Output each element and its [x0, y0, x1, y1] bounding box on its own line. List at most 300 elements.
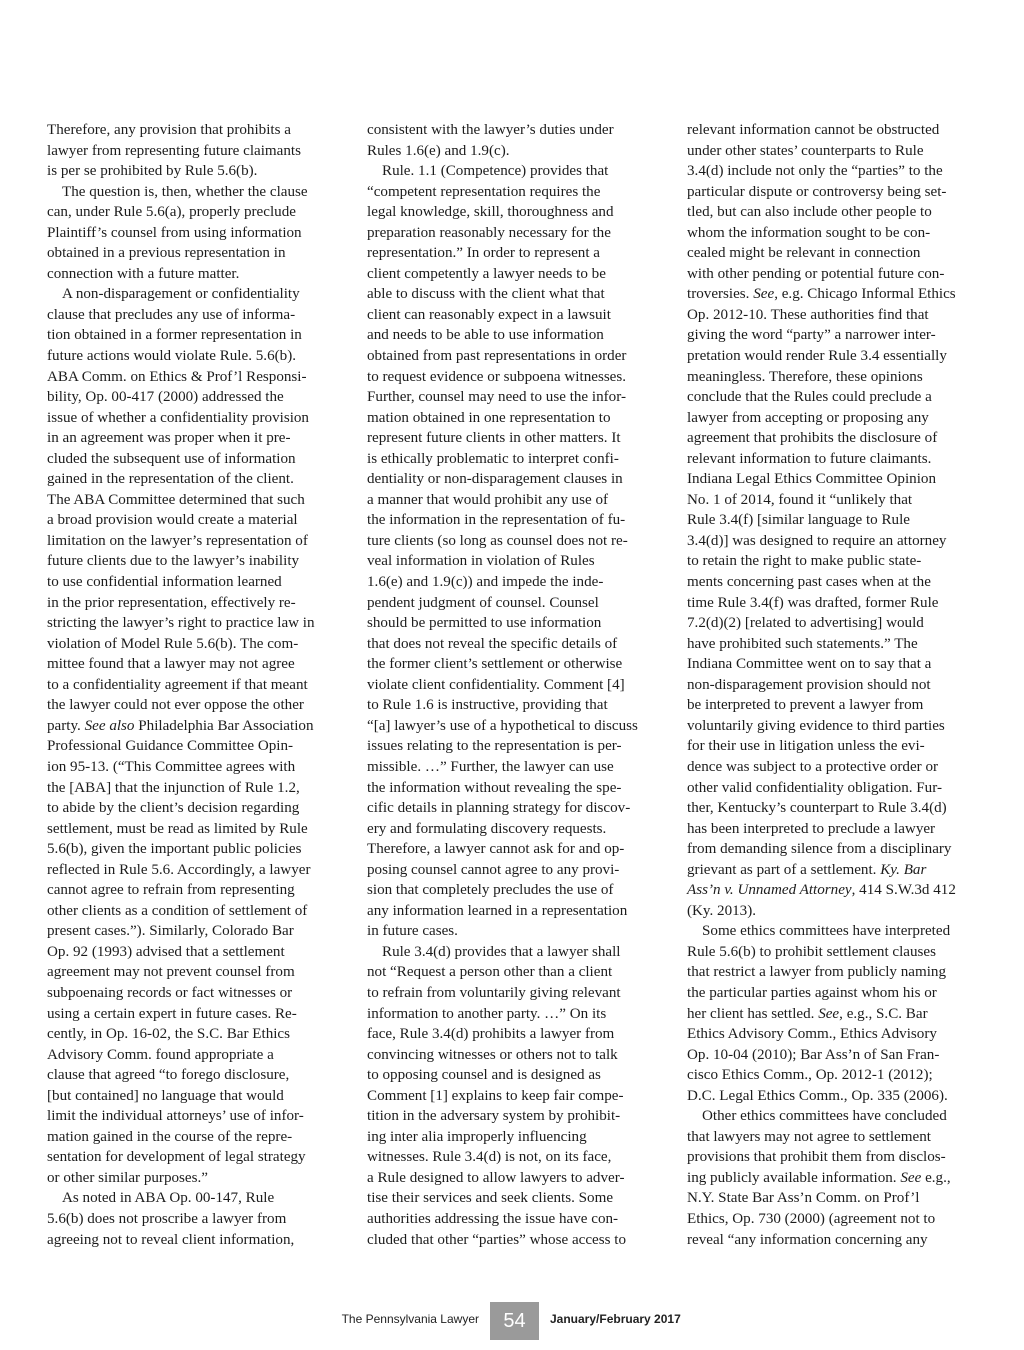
text-run: clause that precludes any use of informa- [47, 306, 296, 323]
text-line [47, 921, 339, 942]
text-line [367, 1168, 659, 1189]
text-run: to retain the right to make public state- [687, 553, 922, 570]
text-line [47, 284, 339, 305]
text-line [367, 675, 659, 696]
text-line [47, 1188, 339, 1209]
text-run: not “Request a person other than a client [367, 964, 613, 981]
text-line [367, 1230, 659, 1251]
text-line [47, 1004, 339, 1025]
text-line [367, 243, 659, 264]
text-run: ing publicly available information. [687, 1169, 901, 1186]
text-run: lawyer from representing future claimants [47, 142, 301, 159]
text-line [47, 1024, 339, 1045]
text-line [367, 449, 659, 470]
text-line [47, 346, 339, 367]
text-line [47, 1147, 339, 1168]
text-run: to use confidential information learned [47, 574, 282, 591]
text-line [687, 1230, 979, 1251]
text-run: “[a] lawyer’s use of a hypothetical to discuss [367, 717, 638, 734]
text-run: N.Y. State Bar Ass’n Comm. on Prof’l [687, 1190, 920, 1207]
text-line [47, 305, 339, 326]
text-line [47, 716, 339, 737]
text-line [47, 613, 339, 634]
text-run: information to another party. …” On its [367, 1005, 607, 1022]
text-run: Therefore, a lawyer cannot ask for and op- [367, 841, 625, 858]
text-run: voluntarily giving evidence to third parties [687, 717, 945, 734]
text-line [47, 860, 339, 881]
text-line [367, 120, 659, 141]
text-line [687, 1086, 979, 1107]
text-run: settlement, must be read as limited by Rule [47, 820, 308, 837]
text-run: grievant as part of a settlement. [687, 861, 881, 878]
text-line [47, 1065, 339, 1086]
text-run: to request evidence or subpoena witnesses. [367, 368, 627, 385]
text-run: that does not reveal the specific details of [367, 635, 618, 652]
text-run: Ethics, Op. 730 (2000) (agreement not to [687, 1210, 936, 1227]
text-run: cently, in Op. 16-02, the S.C. Bar Ethics [47, 1026, 291, 1043]
text-line [367, 182, 659, 203]
text-line [687, 921, 979, 942]
text-line [367, 141, 659, 162]
text-run: agreement may not prevent counsel from [47, 964, 295, 981]
text-run: cisco Ethics Comm., Op. 2012-1 (2012); [687, 1067, 933, 1084]
text-run: mittee found that a lawyer may not agree [47, 656, 295, 673]
text-line [367, 1024, 659, 1045]
text-line [687, 901, 979, 922]
text-run: her client has settled. [687, 1005, 819, 1022]
text-run: using a certain expert in future cases. Re- [47, 1005, 297, 1022]
text-line [47, 778, 339, 799]
text-run: gained in the representation of the client. [47, 471, 294, 488]
text-line [687, 962, 979, 983]
text-line [687, 367, 979, 388]
text-line [367, 634, 659, 655]
text-run: Op. 2012-10. These authorities find that [687, 306, 929, 323]
text-run: sentation for development of legal strategy [47, 1149, 306, 1166]
text-line [687, 449, 979, 470]
text-line [687, 778, 979, 799]
text-run: ing inter alia improperly influencing [367, 1128, 587, 1145]
text-run: Rule 5.6(b) to prohibit settlement clauses [687, 943, 936, 960]
text-run: a broad provision would create a material [47, 512, 298, 529]
text-run: agreeing not to reveal client information, [47, 1231, 295, 1248]
page-number: 54 [490, 1302, 539, 1340]
text-line [687, 1127, 979, 1148]
text-run: non-disparagement provision should not [687, 676, 931, 693]
text-run: tled, but can also include other people to [687, 204, 932, 221]
text-line [687, 757, 979, 778]
text-run: Rules 1.6(e) and 1.9(c). [367, 142, 510, 159]
text-run: client can reasonably expect in a lawsuit [367, 306, 611, 323]
text-line [367, 531, 659, 552]
text-line [367, 942, 659, 963]
text-line [47, 695, 339, 716]
text-run: representation.” In order to represent a [367, 245, 601, 262]
text-run: The ABA Committee determined that such [47, 491, 305, 508]
text-run: 3.4(d) include not only the “parties” to the [687, 163, 943, 180]
text-run: to abide by the client’s decision regarding [47, 800, 300, 817]
text-run: dence was subject to a protective order or [687, 758, 939, 775]
text-line [47, 798, 339, 819]
text-line [687, 839, 979, 860]
text-run: limit the individual attorneys’ use of infor- [47, 1108, 304, 1125]
text-run: or other similar purposes.” [47, 1169, 208, 1186]
text-run: the particular parties against whom his or [687, 984, 937, 1001]
text-run: pretation would render Rule 3.4 essentially [687, 348, 947, 365]
text-line [367, 428, 659, 449]
text-line [687, 1209, 979, 1230]
text-line [687, 1045, 979, 1066]
text-line [47, 120, 339, 141]
text-line [47, 1209, 339, 1230]
text-line [687, 942, 979, 963]
text-run: 5.6(b) does not proscribe a lawyer from [47, 1210, 287, 1227]
text-run: lawyer from accepting or proposing any [687, 409, 929, 426]
text-run: pendent judgment of counsel. Counsel [367, 594, 599, 611]
text-run: is ethically problematic to interpret confi- [367, 450, 619, 467]
text-run: Philadelphia Bar Association [134, 717, 314, 734]
text-run: stricting the lawyer’s right to practice law in [47, 615, 315, 632]
page-footer [0, 1302, 1024, 1340]
text-run: Rule. 1.1 (Competence) provides that [382, 163, 609, 180]
text-line [367, 551, 659, 572]
text-run: to a confidentiality agreement if that meant [47, 676, 308, 693]
text-run: missible. …” Further, the lawyer can use [367, 758, 614, 775]
text-line [367, 1188, 659, 1209]
text-line [47, 675, 339, 696]
text-line [687, 1188, 979, 1209]
text-line [367, 962, 659, 983]
text-run: obtained from past representations in order [367, 348, 627, 365]
text-run: agreement that prohibits the disclosure of [687, 430, 938, 447]
text-run: for their use in litigation unless the evi- [687, 738, 925, 755]
text-line [47, 736, 339, 757]
italic-citation: See [753, 286, 775, 303]
text-run: cific details in planning strategy for discov- [367, 800, 631, 817]
text-line [47, 408, 339, 429]
text-run: a Rule designed to allow lawyers to adver- [367, 1169, 625, 1186]
text-run: giving the word “party” a narrower inter- [687, 327, 936, 344]
italic-citation: See [818, 1005, 840, 1022]
text-line [687, 613, 979, 634]
text-run: ion 95-13. (“This Committee agrees with [47, 758, 296, 775]
text-line [367, 510, 659, 531]
publication-title: The Pennsylvania Lawyer [341, 1312, 479, 1326]
text-line [47, 942, 339, 963]
text-line [687, 120, 979, 141]
text-run: able to discuss with the client what that [367, 286, 605, 303]
text-line [47, 880, 339, 901]
text-line [367, 1065, 659, 1086]
text-run: 7.2(d)(2) [related to advertising] would [687, 615, 924, 632]
text-run: preparation reasonably necessary for the [367, 224, 611, 241]
text-line [47, 182, 339, 203]
text-line [687, 182, 979, 203]
text-line [47, 1168, 339, 1189]
text-column-2 [367, 120, 659, 1250]
text-line [47, 243, 339, 264]
text-line [367, 654, 659, 675]
text-run: As noted in ABA Op. 00-147, Rule [62, 1190, 275, 1207]
text-line [687, 531, 979, 552]
text-line [367, 613, 659, 634]
text-run: that lawyers may not agree to settlement [687, 1128, 931, 1145]
text-run: A non-disparagement or confidentiality [62, 286, 300, 303]
text-line [367, 860, 659, 881]
text-run: cannot agree to refrain from representing [47, 882, 295, 899]
text-run: authorities addressing the issue have con- [367, 1210, 619, 1227]
text-line [687, 634, 979, 655]
text-line [687, 141, 979, 162]
text-line [47, 161, 339, 182]
text-line [687, 572, 979, 593]
italic-citation: Ass’n v. Unnamed Attorney [687, 882, 852, 899]
text-run: mation gained in the course of the repre- [47, 1128, 293, 1145]
text-run: Indiana Committee went on to say that a [687, 656, 932, 673]
text-run: in future cases. [367, 923, 458, 940]
text-line [687, 428, 979, 449]
text-run: witnesses. Rule 3.4(d) is not, on its face, [367, 1149, 612, 1166]
text-line [367, 264, 659, 285]
text-run: , e.g., S.C. Bar [839, 1005, 928, 1022]
text-run: Indiana Legal Ethics Committee Opinion [687, 471, 936, 488]
text-line [687, 264, 979, 285]
text-run: Further, counsel may need to use the infor- [367, 389, 626, 406]
text-run: can, under Rule 5.6(a), properly preclude [47, 204, 296, 221]
text-line [367, 1106, 659, 1127]
text-line [367, 161, 659, 182]
text-line [687, 284, 979, 305]
text-run: Other ethics committees have concluded [702, 1108, 947, 1125]
text-line [687, 305, 979, 326]
text-line [687, 736, 979, 757]
text-run: the information without revealing the spe- [367, 779, 622, 796]
text-line [687, 325, 979, 346]
text-line [367, 367, 659, 388]
text-line [367, 305, 659, 326]
text-run: D.C. Legal Ethics Comm., Op. 335 (2006). [687, 1087, 948, 1104]
text-run: tion obtained in a former representation in [47, 327, 302, 344]
text-run: convincing witnesses or others not to talk [367, 1046, 618, 1063]
text-run: conclude that the Rules could preclude a [687, 389, 932, 406]
text-line [367, 593, 659, 614]
text-line [687, 695, 979, 716]
text-run: other clients as a condition of settlement of [47, 902, 308, 919]
text-line [367, 778, 659, 799]
text-line [47, 1106, 339, 1127]
text-line [47, 1127, 339, 1148]
text-line [687, 860, 979, 881]
text-line [687, 1004, 979, 1025]
text-line [687, 1147, 979, 1168]
text-run: reveal “any information concerning any [687, 1231, 928, 1248]
text-line [687, 243, 979, 264]
text-run: ery and formulating discovery requests. [367, 820, 607, 837]
text-run: sion that completely precludes the use of [367, 882, 614, 899]
text-run: bility, Op. 00-417 (2000) addressed the [47, 389, 284, 406]
text-line [367, 1147, 659, 1168]
text-column-1 [47, 120, 339, 1250]
text-run: whom the information sought to be con- [687, 224, 931, 241]
text-run: relevant information cannot be obstructed [687, 122, 940, 138]
text-run: Some ethics committees have interpreted [702, 923, 951, 940]
text-run: and needs to be able to use information [367, 327, 604, 344]
text-run: tise their services and seek clients. Some [367, 1190, 614, 1207]
text-run: posing counsel cannot agree to any provi- [367, 861, 620, 878]
text-line [47, 1086, 339, 1107]
text-line [47, 839, 339, 860]
text-line [367, 490, 659, 511]
text-line [367, 1086, 659, 1107]
text-line [367, 921, 659, 942]
text-line [367, 880, 659, 901]
text-line [367, 469, 659, 490]
text-line [687, 387, 979, 408]
text-line [687, 408, 979, 429]
text-line [687, 1024, 979, 1045]
text-line [47, 901, 339, 922]
text-line [47, 1230, 339, 1251]
text-line [47, 469, 339, 490]
text-line [687, 223, 979, 244]
text-column-3 [687, 120, 979, 1250]
text-line [47, 983, 339, 1004]
text-run: tition in the adversary system by prohibit- [367, 1108, 621, 1125]
text-line [47, 264, 339, 285]
text-line [687, 716, 979, 737]
text-run: to refrain from voluntarily giving relevant [367, 984, 621, 1001]
text-line [47, 510, 339, 531]
text-run: party. [47, 717, 85, 734]
text-run: ture clients (so long as counsel does not re- [367, 532, 628, 549]
text-line [47, 325, 339, 346]
text-line [367, 284, 659, 305]
text-run: the former client’s settlement or otherwise [367, 656, 623, 673]
text-run: any information learned in a representation [367, 902, 628, 919]
text-line [47, 962, 339, 983]
text-run: provisions that prohibit them from disclos- [687, 1149, 946, 1166]
text-run: future actions would violate Rule. 5.6(b). [47, 348, 296, 365]
italic-citation: Ky. Bar [880, 861, 927, 878]
text-line [47, 634, 339, 655]
text-run: face, Rule 3.4(d) prohibits a lawyer from [367, 1026, 615, 1043]
text-line [47, 490, 339, 511]
text-line [47, 757, 339, 778]
text-line [47, 819, 339, 840]
text-line [687, 675, 979, 696]
text-run: Rule 3.4(f) [similar language to Rule [687, 512, 910, 529]
text-line [687, 490, 979, 511]
text-run: , e.g. Chicago Informal Ethics [774, 286, 956, 303]
text-run: connection with a future matter. [47, 265, 240, 282]
text-run: to Rule 1.6 is instructive, providing that [367, 697, 608, 714]
text-run: Rule 3.4(d) provides that a lawyer shall [382, 943, 621, 960]
text-line [687, 819, 979, 840]
text-line [367, 387, 659, 408]
text-run: subpoenaing records or fact witnesses or [47, 984, 293, 1001]
text-run: Op. 92 (1993) advised that a settlement [47, 943, 285, 960]
text-line [367, 1127, 659, 1148]
text-run: 3.4(d)] was designed to require an attorney [687, 532, 947, 549]
text-run: under other states’ counterparts to Rule [687, 142, 924, 159]
text-run: particular dispute or controversy being set- [687, 183, 947, 200]
text-line [47, 551, 339, 572]
text-line [687, 593, 979, 614]
text-line [367, 757, 659, 778]
text-run: veal information in violation of Rules [367, 553, 595, 570]
text-run: be interpreted to prevent a lawyer from [687, 697, 924, 714]
text-run: with other pending or potential future con- [687, 265, 945, 282]
text-line [367, 695, 659, 716]
text-line [367, 983, 659, 1004]
text-run: the information in the representation of fu- [367, 512, 626, 529]
text-run: reflected in Rule 5.6. Accordingly, a lawyer [47, 861, 311, 878]
text-run: in an agreement was proper when it pre- [47, 430, 291, 447]
text-run: Therefore, any provision that prohibits a [47, 122, 291, 138]
text-run: violation of Model Rule 5.6(b). The com- [47, 635, 299, 652]
text-run: Professional Guidance Committee Opin- [47, 738, 294, 755]
text-run: to opposing counsel and is designed as [367, 1067, 601, 1084]
text-line [47, 593, 339, 614]
text-line [687, 880, 979, 901]
text-line [687, 1168, 979, 1189]
text-run: troversies. [687, 286, 754, 303]
text-run: limitation on the lawyer’s representation of [47, 532, 308, 549]
text-line [367, 716, 659, 737]
text-run: 1.6(e) and 1.9(c)) and impede the inde- [367, 574, 604, 591]
text-run: issues relating to the representation is per- [367, 738, 622, 755]
text-line [367, 736, 659, 757]
text-line [687, 346, 979, 367]
text-line [367, 202, 659, 223]
text-run: cluded that other “parties” whose access to [367, 1231, 627, 1248]
text-run: a manner that would prohibit any use of [367, 491, 609, 508]
text-run: [but contained] no language that would [47, 1087, 284, 1104]
text-line [367, 1209, 659, 1230]
text-line [687, 1106, 979, 1127]
text-line [367, 901, 659, 922]
text-run: ABA Comm. on Ethics & Prof’l Responsi- [47, 368, 307, 385]
text-line [367, 798, 659, 819]
text-run: , 414 S.W.3d 412 [851, 882, 956, 899]
text-line [687, 510, 979, 531]
text-run: should be permitted to use information [367, 615, 602, 632]
text-run: (Ky. 2013). [687, 902, 757, 919]
text-line [687, 469, 979, 490]
text-run: ther, Kentucky’s counterpart to Rule 3.4(d) [687, 800, 947, 817]
text-run: ments concerning past cases when at the [687, 574, 931, 591]
italic-citation: See also [84, 717, 135, 734]
text-line [47, 387, 339, 408]
text-run: issue of whether a confidentiality provision [47, 409, 309, 426]
text-line [47, 428, 339, 449]
text-run: present cases.”). Similarly, Colorado Bar [47, 923, 294, 940]
text-line [367, 572, 659, 593]
text-line [367, 819, 659, 840]
text-line [47, 572, 339, 593]
text-run: cealed might be relevant in connection [687, 245, 921, 262]
text-line [367, 346, 659, 367]
issue-date: January/February 2017 [550, 1312, 681, 1326]
text-run: consistent with the lawyer’s duties under [367, 122, 614, 138]
text-line [47, 654, 339, 675]
text-line [687, 983, 979, 1004]
text-run: that restrict a lawyer from publicly naming [687, 964, 947, 981]
text-run: relevant information to future claimants. [687, 450, 932, 467]
text-run: Op. 10-04 (2010); Bar Ass’n of San Fran- [687, 1046, 940, 1063]
text-line [687, 202, 979, 223]
text-run: legal knowledge, skill, thoroughness and [367, 204, 614, 221]
